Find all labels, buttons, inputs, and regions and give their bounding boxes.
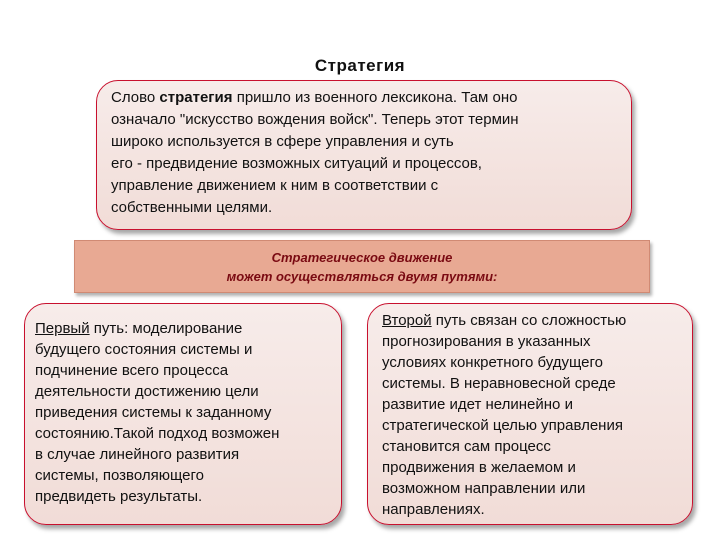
first-path-line	[35, 318, 333, 339]
definition-box	[96, 80, 632, 230]
second-path-keyword: Второй	[382, 312, 432, 329]
banner-line: Стратегическое движение	[271, 249, 453, 265]
first-path-line: состоянию.Такой подход возможен	[35, 425, 280, 442]
definition-line-rest: пришло из военного лексикона. Там оно	[236, 89, 518, 106]
first-path-line-rest: путь: моделирование	[93, 320, 243, 337]
first-path-box	[24, 303, 342, 525]
first-path-line: приведения системы к заданному	[35, 404, 272, 421]
definition-line: означало "искусство вождения войск". Теперь этот термин	[111, 111, 519, 128]
definition-line: широко используется в сфере управления и суть	[111, 133, 454, 150]
first-path-line: деятельности достижению цели	[35, 383, 259, 400]
second-path-line: продвижения в желаемом и	[382, 459, 576, 476]
second-path-line-rest: путь связан со сложностью	[435, 312, 627, 329]
first-path-line: предвидеть результаты.	[35, 488, 203, 505]
first-path-line: подчинение всего процесса	[35, 362, 229, 379]
definition-line: управление движением к ним в соответствии с	[111, 177, 439, 194]
first-path-line: будущего состояния системы и	[35, 341, 253, 358]
second-path-line	[382, 310, 684, 331]
second-path-box	[367, 303, 693, 525]
first-path-line: системы, позволяющего	[35, 467, 204, 484]
second-path-line: развитие идет нелинейно и	[382, 396, 573, 413]
second-path-line: системы. В неравновесной среде	[382, 375, 616, 392]
page-title: Стратегия	[314, 56, 406, 75]
second-path-line: условиях конкретного будущего	[382, 354, 604, 371]
definition-word: Слово	[111, 89, 156, 106]
first-path-line: в случае линейного развития	[35, 446, 240, 463]
second-path-line: становится сам процесс	[382, 438, 551, 455]
first-path-text	[35, 318, 333, 507]
paths-banner	[74, 240, 650, 293]
first-path-keyword: Первый	[35, 320, 90, 337]
second-path-line: прогнозирования в указанных	[382, 333, 591, 350]
second-path-line: возможном направлении или	[382, 480, 586, 497]
definition-line	[111, 87, 621, 109]
definition-line: собственными целями.	[111, 199, 273, 216]
definition-term: стратегия	[159, 89, 233, 106]
definition-text	[111, 87, 621, 219]
second-path-line: стратегической целью управления	[382, 417, 623, 434]
second-path-line: направлениях.	[382, 501, 485, 518]
second-path-text	[382, 310, 684, 520]
definition-line: его - предвидение возможных ситуаций и процессов,	[111, 155, 482, 172]
banner-line: может осуществляться двумя путями:	[226, 268, 498, 284]
